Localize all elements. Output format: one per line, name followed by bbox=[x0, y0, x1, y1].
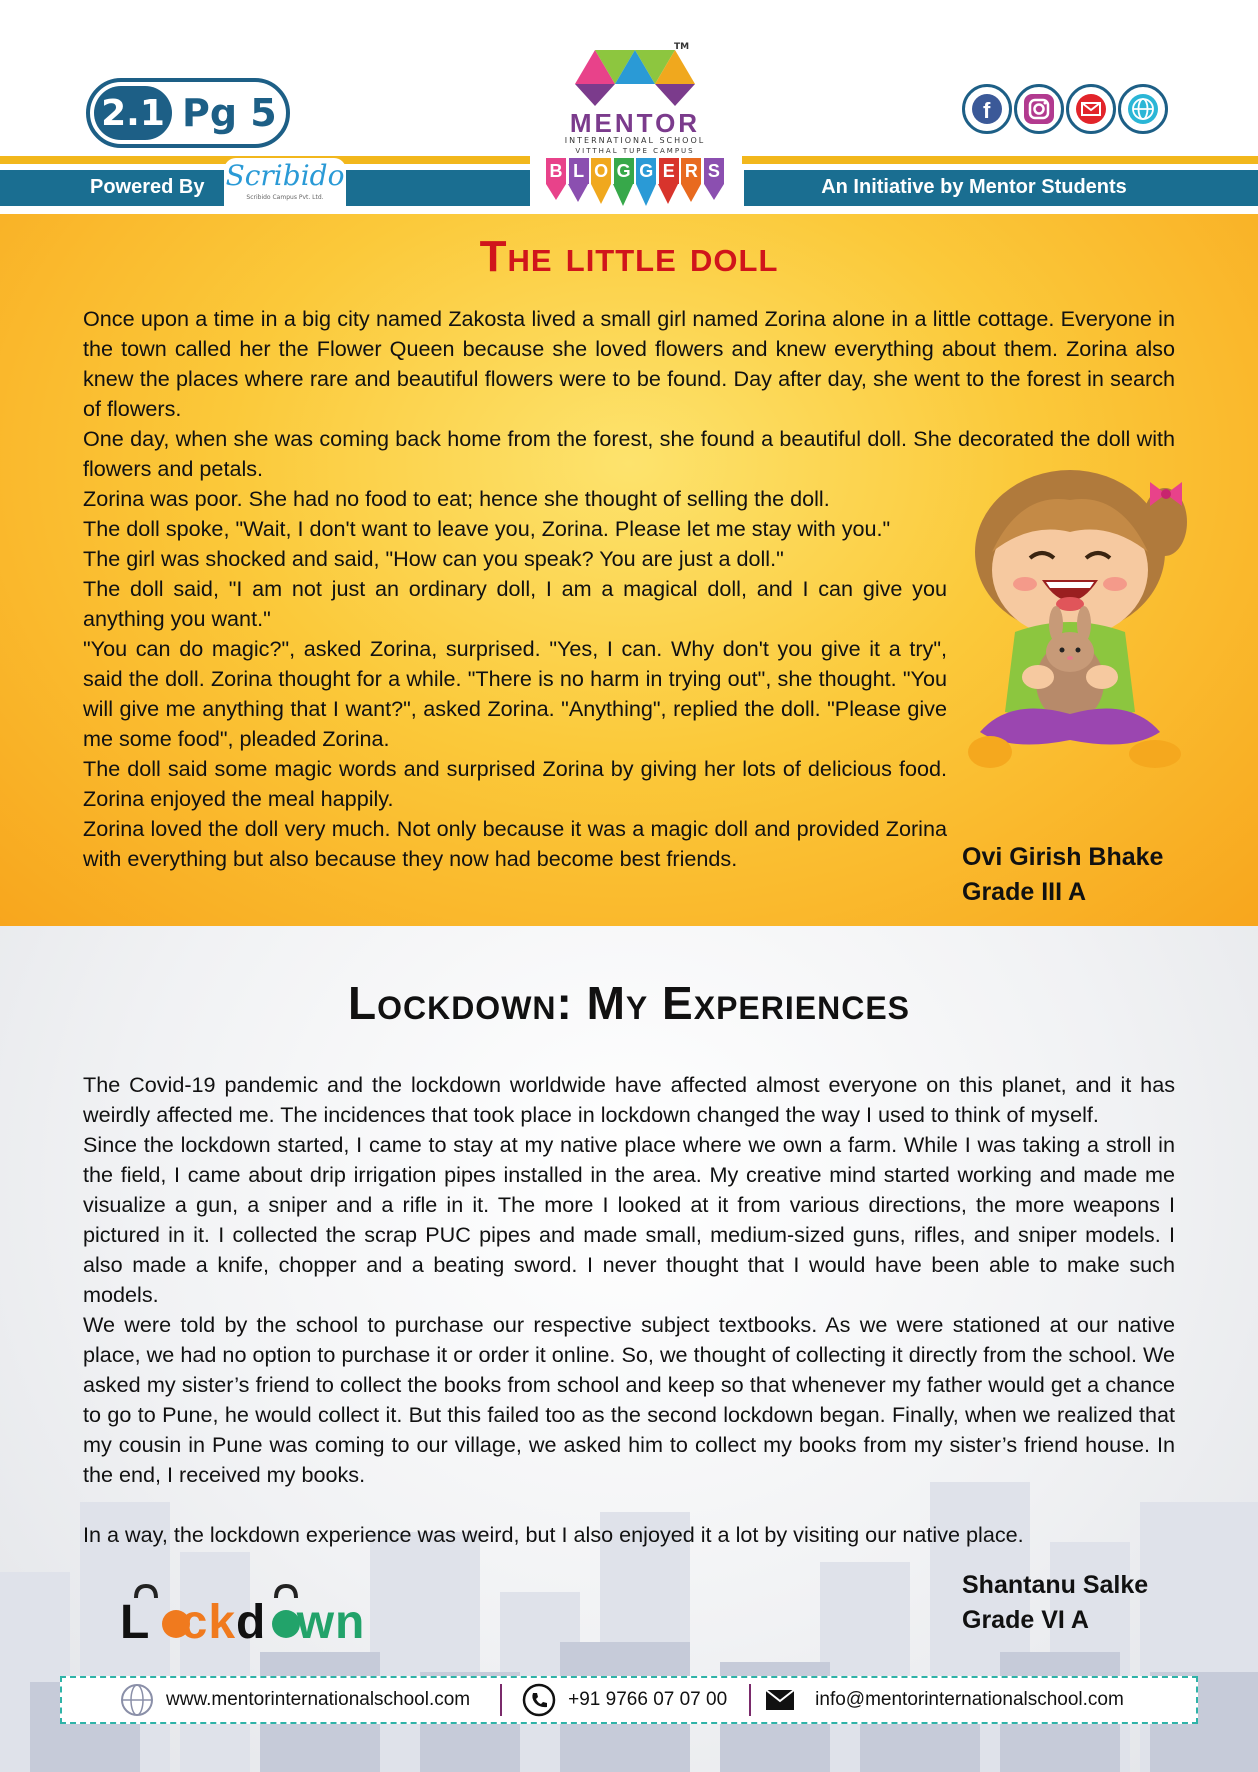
story2-text bbox=[83, 1070, 1175, 1550]
story1-text-full bbox=[83, 304, 1175, 484]
story2-paragraph: Since the lockdown started, I came to stay at my native place where we own a farm. While I was taking a stroll in the field, I came about drip irrigation pipes installed in the area. My creative mind started working and made me visualize a gun, a sniper and a rifle in it. The more I looked at it from various directions, the more weapons I pictured in it. I collected the scrap PUC pipes and made small, medium-sized guns, rifles, and sniper models. I also made a knife, chopper and a beating sword. I never thought that I would have been able to make such models. bbox=[83, 1132, 1175, 1307]
svg-text:f: f bbox=[983, 98, 991, 123]
bloggers-letter: S bbox=[704, 158, 724, 184]
story1-title: The little doll bbox=[479, 232, 779, 281]
initiative-label: An Initiative by Mentor Students bbox=[821, 176, 1127, 198]
logo-name: MENTOR bbox=[569, 108, 701, 138]
bloggers-letter: B bbox=[546, 158, 566, 184]
footer-divider bbox=[749, 1684, 751, 1716]
story1-paragraph: The doll spoke, "Wait, I don't want to leave you, Zorina. Please let me stay with you." bbox=[83, 516, 891, 541]
powered-by-label: Powered By bbox=[90, 176, 205, 198]
story1-paragraph: Once upon a time in a big city named Zakosta lived a small girl named Zorina alone in a little cottage. Everyone in the town called her the Flower Queen because she loved flowers and knew everything about them. Zorina also knew the places where rare and beautiful flowers were to be found. Day after day, she went to the forest in search of flowers. bbox=[83, 306, 1175, 421]
globe-icon bbox=[120, 1683, 154, 1717]
bloggers-letter: L bbox=[569, 158, 589, 184]
story2-paragraph: We were told by the school to purchase our respective subject textbooks. As we were stationed at our native place, we had no option to purchase it or order it online. So, we thought of collecting it directly from the school. We asked my sister’s friend to collect the books from school and keep so that whenever my father would get a chance to go to Pune, he would collect it. But this failed too as the second lockdown began. Finally, when we realized that my cousin in Pune was coming to our village, we asked him to collect my books from my sister’s friend house. In the end, I received my books. bbox=[83, 1312, 1175, 1487]
story1-paragraph: Zorina was poor. She had no food to eat; hence she thought of selling the doll. bbox=[83, 486, 830, 511]
trademark-mark: TM bbox=[674, 42, 690, 52]
girl-with-bunny-illustration bbox=[950, 462, 1210, 782]
story1-author bbox=[962, 840, 1163, 910]
story2-paragraph bbox=[83, 1490, 1175, 1520]
story1-author-name: Ovi Girish Bhake bbox=[962, 843, 1164, 871]
story2-paragraph: The Covid-19 pandemic and the lockdown worldwide have affected almost everyone on this planet, and it has weirdly affected me. The incidences that took place in lockdown changed the way I used to think of myself. bbox=[83, 1072, 1175, 1127]
bloggers-letter: O bbox=[591, 158, 611, 184]
partner-name: Scribido bbox=[225, 159, 345, 192]
footer-website[interactable] bbox=[120, 1683, 470, 1717]
partner-sub: Scribido Campus Pvt. Ltd. bbox=[246, 194, 324, 201]
bloggers-letter: E bbox=[659, 158, 679, 184]
svg-text:Lockdown: Lockdown bbox=[120, 1596, 366, 1644]
story2-author-name: Shantanu Salke bbox=[962, 1571, 1149, 1599]
logo-triangles-icon bbox=[540, 40, 730, 110]
story2-paragraph: In a way, the lockdown experience was weird, but I also enjoyed it a lot by visiting our native place. bbox=[83, 1522, 1024, 1547]
logo-campus: VITTHAL TUPE CAMPUS bbox=[575, 147, 695, 155]
logo-school: INTERNATIONAL SCHOOL bbox=[564, 136, 706, 145]
scribido-logo bbox=[224, 158, 346, 208]
story2-title: Lockdown: My Experiences bbox=[347, 977, 911, 1029]
story1-author-grade: Grade III A bbox=[962, 878, 1087, 906]
story-little-doll bbox=[0, 214, 1258, 926]
footer-divider bbox=[500, 1684, 502, 1716]
story1-paragraph: Zorina loved the doll very much. Not only because it was a magic doll and provided Zorina with everything but also because they now had become best friends. bbox=[83, 816, 947, 871]
footer-email[interactable] bbox=[765, 1689, 1124, 1711]
email-icon[interactable] bbox=[1066, 84, 1116, 134]
email-text: info@mentorinternationalschool.com bbox=[815, 1689, 1124, 1710]
bloggers-letter: G bbox=[614, 158, 634, 184]
footer-contact-bar bbox=[60, 1676, 1198, 1724]
issue-badge bbox=[86, 78, 290, 148]
issue-number: 2.1 bbox=[94, 86, 172, 140]
story2-author bbox=[962, 1568, 1148, 1638]
story1-paragraph: The doll said some magic words and surprised Zorina by giving her lots of delicious food. Zorina enjoyed the meal happily. bbox=[83, 756, 947, 811]
story-lockdown bbox=[0, 926, 1258, 1772]
story2-author-grade: Grade VI A bbox=[962, 1606, 1089, 1634]
header bbox=[0, 0, 1258, 214]
instagram-icon[interactable] bbox=[1014, 84, 1064, 134]
envelope-icon bbox=[765, 1689, 795, 1711]
logo-bloggers bbox=[546, 158, 724, 184]
footer-phone[interactable] bbox=[522, 1683, 727, 1717]
story1-text-narrow bbox=[83, 484, 947, 874]
story1-paragraph: The doll said, "I am not just an ordinary doll, I am a magical doll, and I can give you anything you want." bbox=[83, 576, 947, 631]
pencil-tips-icon bbox=[546, 184, 724, 206]
school-logo bbox=[540, 40, 730, 220]
phone-text: +91 9766 07 07 00 bbox=[568, 1689, 728, 1710]
phone-icon bbox=[522, 1683, 556, 1717]
bloggers-letter: R bbox=[681, 158, 701, 184]
facebook-icon[interactable] bbox=[962, 84, 1012, 134]
bloggers-letter: G bbox=[636, 158, 656, 184]
globe-icon[interactable] bbox=[1118, 84, 1168, 134]
story1-paragraph: The girl was shocked and said, "How can you speak? You are just a doll." bbox=[83, 546, 784, 571]
story1-paragraph: One day, when she was coming back home from the forest, she found a beautiful doll. She decorated the doll with flowers and petals. bbox=[83, 426, 1175, 481]
header-stripe-right bbox=[742, 156, 1258, 164]
lockdown-logo bbox=[120, 1584, 400, 1644]
website-text: www.mentorinternationalschool.com bbox=[166, 1689, 471, 1710]
story1-paragraph: "You can do magic?", asked Zorina, surprised. "Yes, I can. Why don't you give it a try", said the doll. Zorina thought for a while. "There is no harm in trying out", she thought. "You will give me anything that I want?", asked Zorina. "Anything", replied the doll. "Please give me some food", pleaded Zorina. bbox=[83, 636, 947, 751]
issue-page: Pg 5 bbox=[182, 91, 277, 135]
